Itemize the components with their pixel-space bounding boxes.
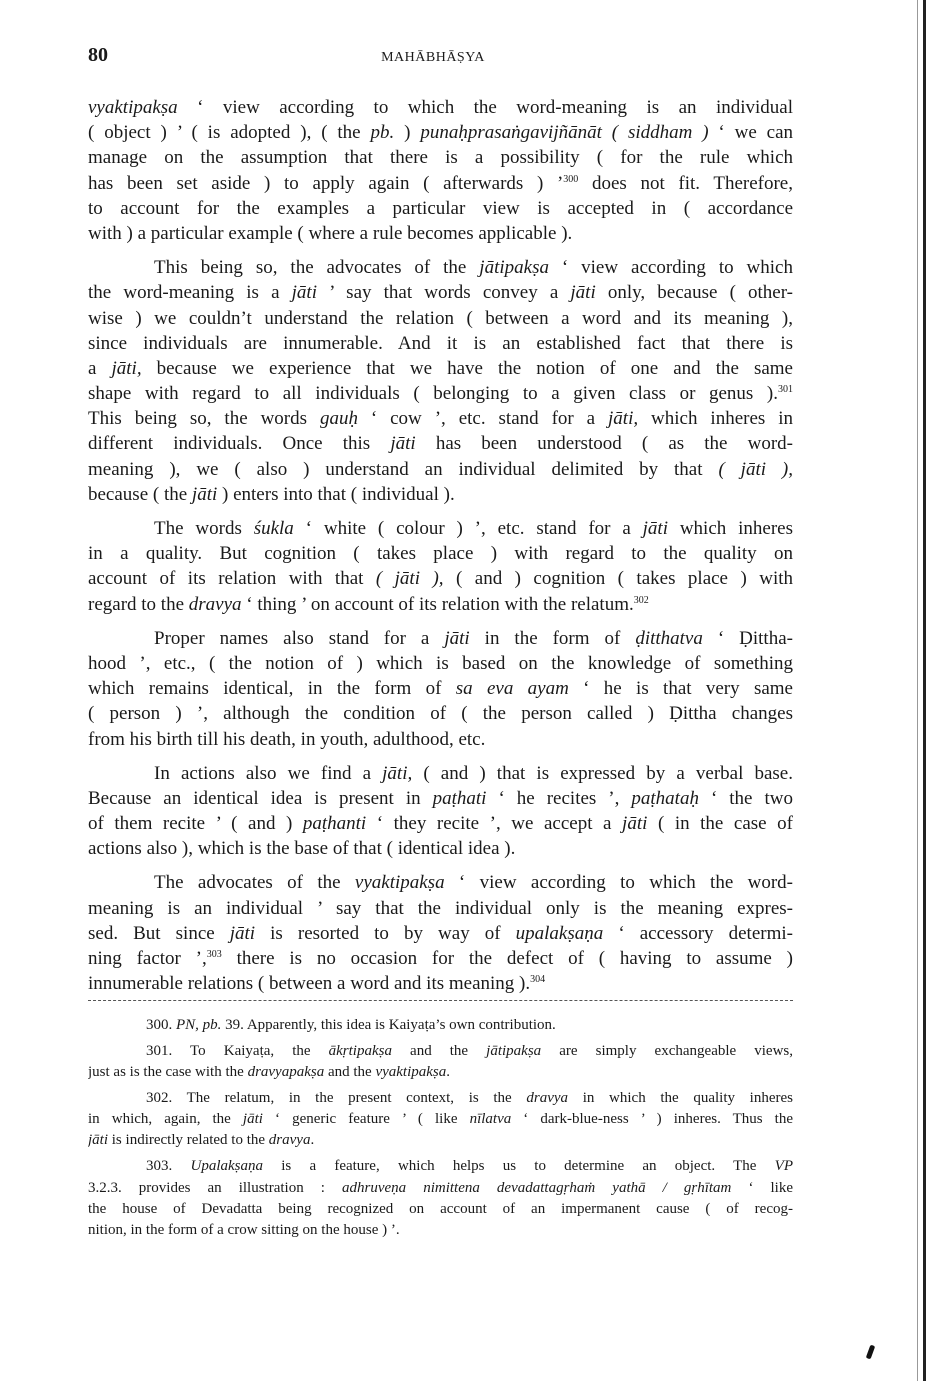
text-line [88,1062,793,1083]
text-line [88,171,793,196]
text-run: from his birth till his death, in youth, adulthood, etc. [88,728,486,750]
footnotes [88,1015,793,1246]
text-run: hood ’, etc., ( the notion of ) which is based on the knowledge of something [88,652,793,674]
text-run: 3.2.3. provides an illustration : [88,1179,342,1196]
text-run: there is no occasion for the defect of ( having to assume ) [221,948,793,969]
text-line [88,921,793,946]
italic-term: gauḥ [319,408,358,430]
text-run: . [310,1132,315,1149]
text-run: is resorted to by way of [255,922,516,944]
text-line [88,457,793,482]
text-run: wise ) we couldn’t understand the relation ( between a word and its meaning ), [88,307,793,329]
italic-term: Upalakṣaṇa [190,1158,263,1175]
text-run: ‘ the two [698,787,793,809]
scan-border-inner [917,0,918,1381]
text-line [88,356,793,381]
text-run: in which, again, the [88,1111,243,1128]
text-run: has been understood ( as the word- [415,433,793,455]
italic-term: pb. [370,122,395,144]
italic-term: ( jāti ), [375,568,444,590]
text-run: ‘ Ḍittha- [702,627,793,649]
text-run: a [88,357,112,379]
text-line [88,196,793,221]
footnote-ref: 300 [563,173,579,185]
paragraph [88,95,793,246]
italic-term: dravyapakṣa [247,1064,325,1081]
italic-term: jāti [291,282,317,304]
text-line [88,811,793,836]
text-run: ning factor ’, [88,948,207,969]
text-run: This being so, the words [88,408,320,430]
italic-term: nīlatva [469,1111,512,1128]
italic-term: jāti [229,922,256,944]
text-run: ( in the case of [647,813,793,835]
running-title: MAHĀBHĀṢYA [381,50,485,65]
text-run: ‘ thing ’ on account of its relation with the relatum. [241,593,634,615]
text-run: 302. The relatum, in the present context, is the [146,1089,527,1106]
text-run: ‘ he is that very same [568,678,793,700]
italic-term: jāti [570,282,596,304]
text-run: since individuals are innumerable. And it is an established fact that there is [88,332,793,354]
text-run: because we experience that we have the notion of one and the same [141,357,793,379]
text-line [88,431,793,456]
text-run: 303. [146,1158,191,1175]
text-line [88,896,793,921]
text-run: is a feature, which helps us to determine an object. The [262,1158,775,1175]
paragraph [88,870,793,996]
text-line [88,566,793,591]
text-run: ‘ accessory determi- [603,922,793,944]
italic-term: jāti [642,518,668,539]
italic-term: VP [774,1158,793,1175]
italic-term: jāti [242,1111,263,1128]
text-run: ) enters into that ( individual ). [217,483,455,505]
scan-border [923,0,926,1381]
footnote-ref: 301 [778,384,793,396]
italic-term: paṭhataḥ [631,787,699,809]
text-run: ‘ view according to which the word-meaning is an individual [177,97,793,118]
italic-term: śukla [253,518,294,539]
italic-term: jāti [622,813,648,835]
italic-term: PN, pb. [176,1017,222,1033]
italic-term: adhruveṇa nimittena devadattagṛhaṁ yathā / gṛhītam [342,1179,732,1196]
text-run: in a quality. But cognition ( takes place ) with regard to the quality on [88,543,793,565]
text-line [88,727,793,752]
text-run: Because an identical idea is present in [88,787,433,809]
text-run: 39. Apparently, this idea is Kaiyaṭa’s own contribution. [221,1017,556,1033]
text-run: actions also ), which is the base of that ( identical idea ). [88,838,516,860]
paragraph [88,626,793,752]
text-run: are simply exchangeable views, [541,1042,793,1059]
paragraph [88,516,793,617]
text-line [88,971,793,996]
text-line [88,95,793,120]
text-line [88,1199,793,1220]
text-line [88,836,793,861]
text-run: in the form of [469,627,636,649]
text-line [88,482,793,507]
text-line [88,331,793,356]
text-run: meaning is an individual ’ say that the individual only is the meaning expres- [88,897,793,919]
text-run: which inheres in [638,408,793,430]
italic-term: dravya [188,593,242,615]
text-run: In actions also we find a [154,762,383,784]
italic-term: vyaktipakṣa [88,97,178,118]
text-run: and the [324,1064,376,1081]
text-run: the house of Devadatta being recognized on account of an impermanent cause ( of recog- [88,1200,793,1217]
main-text [88,95,793,1005]
text-run: manage on the assumption that there is a possibility ( for the rule which [88,147,793,169]
italic-term: jāti [88,1132,109,1149]
italic-term: jātipakṣa [479,257,549,279]
text-run: with ) a particular example ( where a rule becomes applicable ). [88,222,573,244]
italic-term: jāti [191,483,218,505]
italic-term: upalakṣaṇa [515,922,604,944]
paragraph [88,761,793,862]
footnote-ref: 303 [206,949,222,960]
text-run: ‘ like [731,1179,793,1196]
text-line [88,1130,793,1151]
text-run: ( and ) that is expressed by a verbal base. [412,762,793,784]
italic-term: punaḥprasaṅgavijñānāt ( siddham ) [420,122,709,144]
text-line [88,516,793,541]
text-run: the word-meaning is a [88,282,292,304]
text-line [88,1088,793,1109]
footnote-ref: 302 [633,594,649,606]
text-line [88,1156,793,1177]
footnote-separator [88,1000,793,1001]
text-run: ) [394,122,421,144]
text-run: ‘ view according to which [548,257,793,279]
text-line [88,786,793,811]
italic-term: ( jāti ), [718,458,793,480]
text-run: shape with regard to all individuals ( belonging to a given class or genus ). [88,383,778,405]
footnote [88,1015,793,1036]
text-line [88,651,793,676]
text-run: ( and ) cognition ( takes place ) with [443,568,793,590]
text-run: to account for the examples a particular view is accepted in ( accordance [88,197,793,219]
italic-term: ākṛtipakṣa [328,1042,392,1059]
text-run: which remains identical, in the form of [88,678,456,700]
text-run: ‘ he recites ’, [486,787,632,809]
italic-term: vyaktipakṣa [375,1064,447,1081]
text-line [88,381,793,406]
text-line [88,306,793,331]
text-run: sed. But since [88,922,230,944]
italic-term: ḍitthatva [635,627,703,649]
text-run: ‘ we can [708,122,793,144]
text-run: ( object ) ’ ( is adopted ), ( the [88,122,371,144]
text-run: Proper names also stand for a [154,627,445,649]
text-run: and the [391,1042,487,1059]
text-run: different individuals. Once this [88,433,391,455]
text-run: in which the quality inheres [568,1089,793,1106]
text-line [88,946,793,971]
italic-term: paṭhanti [302,813,367,835]
italic-term: paṭhati [432,787,487,809]
text-line [88,761,793,786]
footnote [88,1041,793,1084]
italic-term: jāti [444,627,470,649]
paragraph [88,255,793,507]
italic-term: dravya [268,1132,311,1149]
italic-term: sa eva ayam [455,678,569,700]
text-run: has been set aside ) to apply again ( afterwards ) ’ [88,172,564,194]
text-run: is indirectly related to the [108,1132,269,1149]
text-run: of them recite ’ ( and ) [88,813,303,835]
text-run: because ( the [88,483,192,505]
text-run: nition, in the form of a crow sitting on the house ) ’. [88,1222,400,1239]
italic-term: jāti, [608,408,639,430]
text-line [88,870,793,895]
text-line [88,1015,793,1036]
text-line [88,541,793,566]
text-run: ‘ dark-blue-ness ’ ) inheres. Thus the [511,1111,793,1128]
text-line [88,592,793,617]
text-run: 300. [146,1017,176,1033]
footnote [88,1088,793,1152]
text-line [88,255,793,280]
italic-term: jātipakṣa [486,1042,542,1059]
text-run: ‘ they recite ’, we accept a [366,813,623,835]
text-line [88,701,793,726]
text-run: 301. To Kaiyaṭa, the [146,1042,329,1059]
text-run: which inheres [667,518,793,539]
text-line [88,145,793,170]
footnote [88,1156,793,1241]
text-run: This being so, the advocates of the [154,257,480,279]
text-line [88,1041,793,1062]
text-line [88,626,793,651]
text-line [88,221,793,246]
page-number: 80 [88,44,108,66]
italic-term: jāti, [382,762,413,784]
text-run: ( person ) ’, although the condition of ( the person called ) Ḍittha changes [88,703,793,725]
scan-mark [866,1345,875,1360]
text-run: does not fit. Therefore, [578,172,793,194]
italic-term: jāti, [111,357,142,379]
text-run: ‘ generic feature ’ ( like [262,1111,470,1128]
text-run: The advocates of the [154,872,355,894]
text-line [88,280,793,305]
text-line [88,406,793,431]
text-line [88,1109,793,1130]
text-run: The words [154,518,254,539]
italic-term: dravya [526,1089,569,1106]
text-run: ‘ white ( colour ) ’, etc. stand for a [293,518,643,539]
text-run: innumerable relations ( between a word and its meaning ). [88,973,531,995]
text-line [88,1220,793,1241]
text-line [88,120,793,145]
text-run: ‘ cow ’, etc. stand for a [357,408,609,430]
text-run: ‘ view according to which the word- [444,872,793,894]
text-run: account of its relation with that [88,568,376,590]
text-run: meaning ), we ( also ) understand an individual delimited by that [88,458,719,480]
text-line [88,676,793,701]
text-run: . [446,1064,451,1081]
text-run: only, because ( other- [595,282,793,304]
text-line [88,1178,793,1199]
text-run: just as is the case with the [88,1064,248,1081]
text-run: ’ say that words convey a [317,282,571,304]
footnote-ref: 304 [530,974,546,986]
italic-term: vyaktipakṣa [354,872,445,894]
text-run: regard to the [88,593,189,615]
italic-term: jāti [390,433,416,455]
